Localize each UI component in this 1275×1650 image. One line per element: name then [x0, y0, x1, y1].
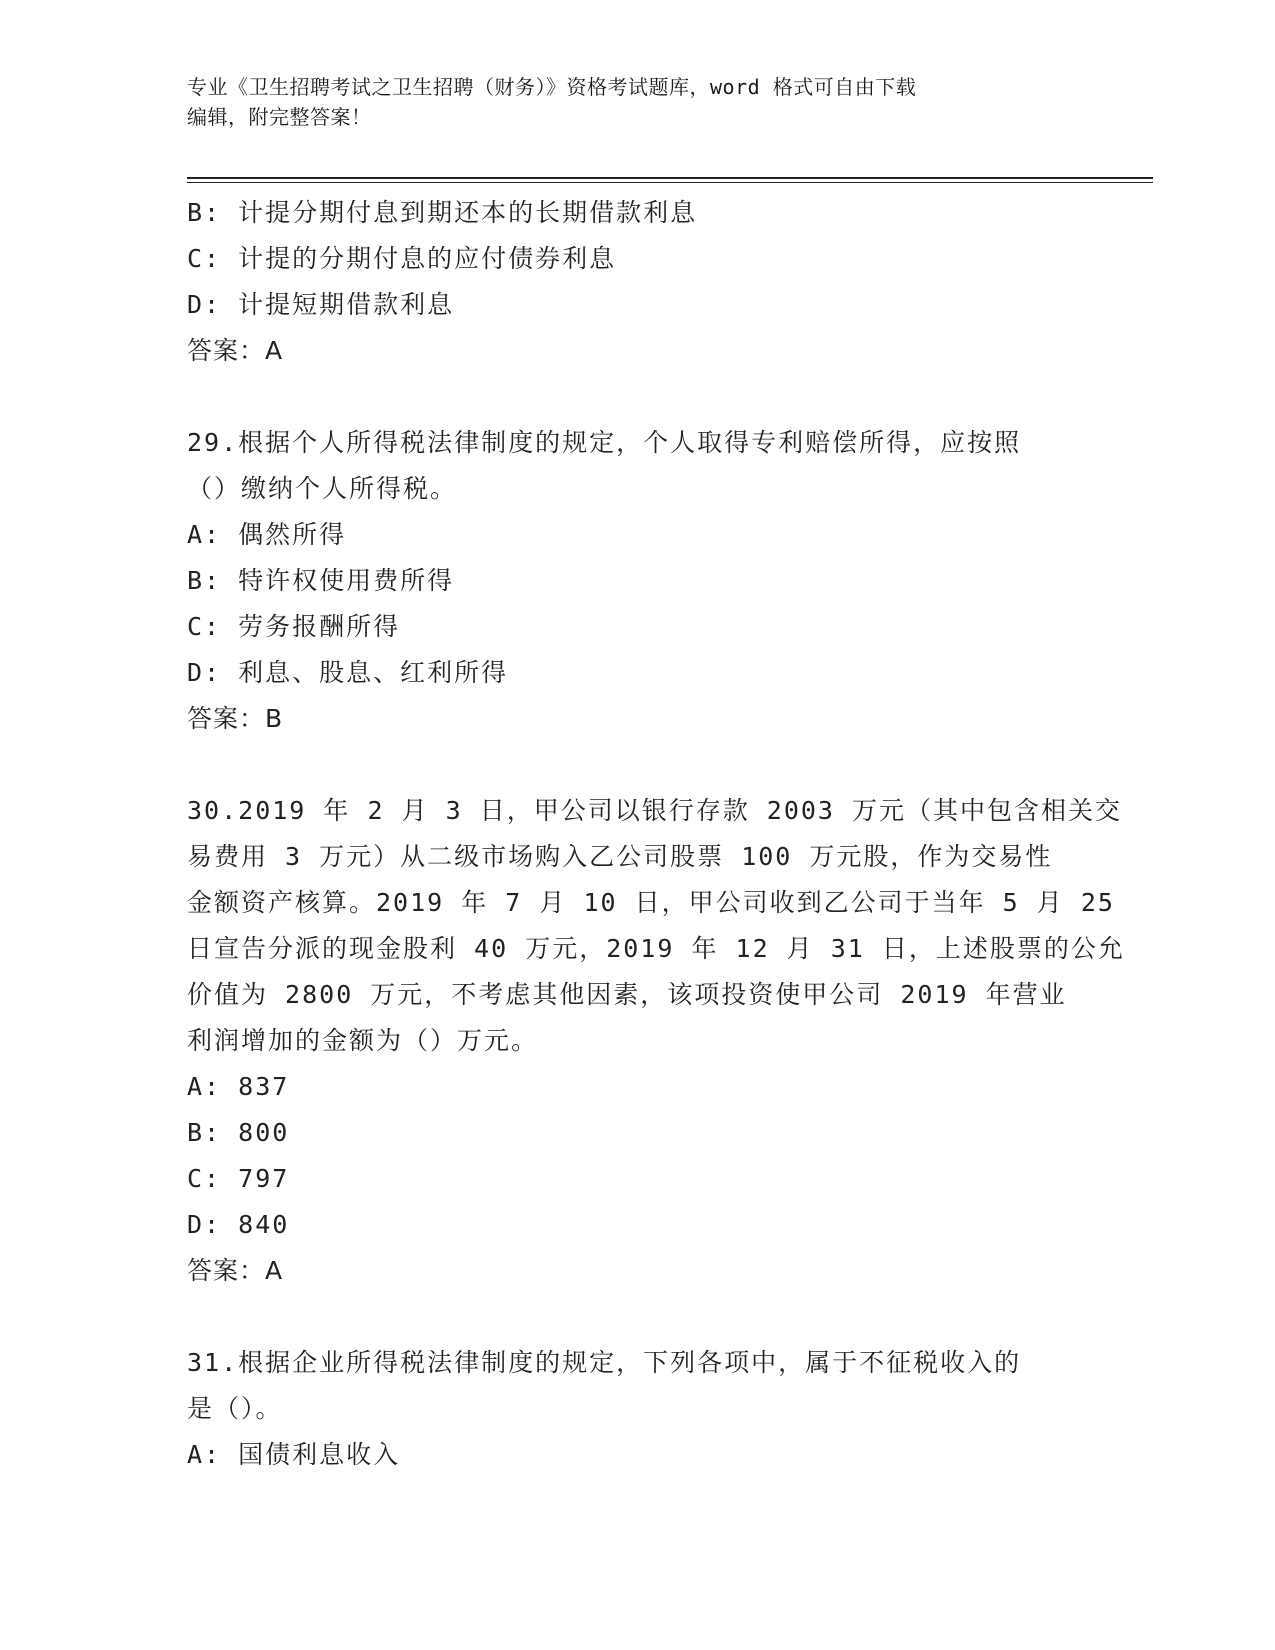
- question-stem-line: 日宣告分派的现金股利 40 万元，2019 年 12 月 31 日，上述股票的公允: [187, 934, 1125, 963]
- option-c: C: 劳务报酬所得: [187, 612, 401, 641]
- question-30: [187, 788, 1125, 1294]
- option-b: B: 特许权使用费所得: [187, 566, 455, 595]
- option-a: A: 偶然所得: [187, 520, 347, 549]
- question-stem-line: 利润增加的金额为（）万元。: [187, 1026, 539, 1055]
- question-stem-line: 31.根据企业所得税法律制度的规定，下列各项中，属于不征税收入的: [187, 1348, 1022, 1377]
- answer: 答案：A: [187, 336, 284, 365]
- question-31: [187, 1340, 1087, 1478]
- answer: 答案：A: [187, 1256, 284, 1285]
- question-stem-line: （）缴纳个人所得税。: [187, 474, 458, 503]
- question-stem-line: 价值为 2800 万元，不考虑其他因素，该项投资使甲公司 2019 年营业: [187, 980, 1067, 1009]
- option-d: D: 利息、股息、红利所得: [187, 658, 509, 687]
- option-c: C: 797: [187, 1164, 290, 1193]
- header-divider: [187, 177, 1153, 179]
- question-stem-line: 金额资产核算。2019 年 7 月 10 日，甲公司收到乙公司于当年 5 月 25: [187, 888, 1115, 917]
- document-body: [187, 190, 1125, 1478]
- question-stem-line: 是（）。: [187, 1394, 283, 1423]
- header-line-1: 专业《卫生招聘考试之卫生招聘（财务）》资格考试题库，word 格式可自由下载: [187, 75, 917, 99]
- question-stem-line: 29.根据个人所得税法律制度的规定，个人取得专利赔偿所得，应按照: [187, 428, 1022, 457]
- option-d: D: 计提短期借款利息: [187, 290, 455, 319]
- header-divider-thin: [187, 182, 1153, 183]
- option-d: D: 840: [187, 1210, 290, 1239]
- answer: 答案：B: [187, 704, 284, 733]
- question-stem-line: 易费用 3 万元）从二级市场购入乙公司股票 100 万元股，作为交易性: [187, 842, 1053, 871]
- spacer: [187, 742, 1087, 788]
- question-stem-line: 30.2019 年 2 月 3 日，甲公司以银行存款 2003 万元（其中包含相关交: [187, 796, 1123, 825]
- spacer: [187, 1294, 1087, 1340]
- option-b: B: 计提分期付息到期还本的长期借款利息: [187, 198, 698, 227]
- header-line-2: 编辑，附完整答案！: [187, 105, 372, 129]
- question-29: [187, 420, 1087, 742]
- question-prev: [187, 190, 1087, 374]
- option-a: A: 837: [187, 1072, 290, 1101]
- spacer: [187, 374, 1087, 420]
- option-a: A: 国债利息收入: [187, 1440, 401, 1469]
- option-c: C: 计提的分期付息的应付债券利息: [187, 244, 617, 273]
- document-header: [187, 72, 1087, 132]
- option-b: B: 800: [187, 1118, 290, 1147]
